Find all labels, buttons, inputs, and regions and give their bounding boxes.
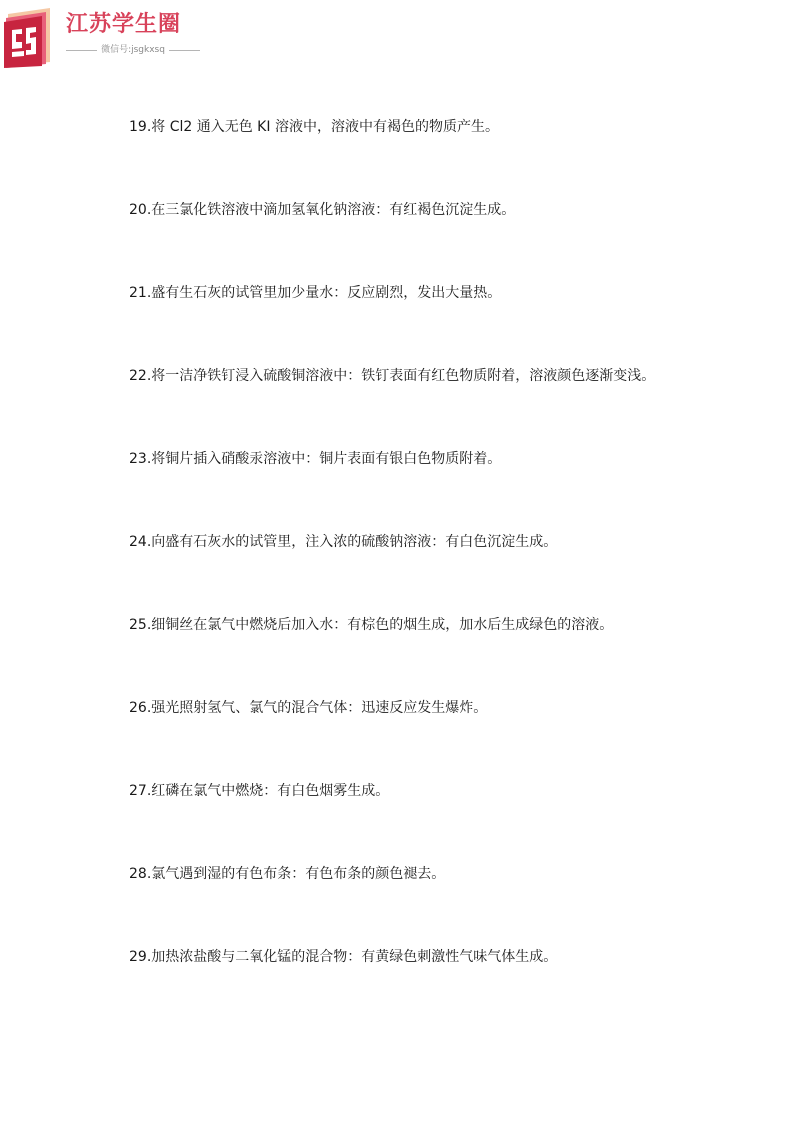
list-item-21: 21.盛有生石灰的试管里加少量水：反应剧烈，发出大量热。 [129, 285, 502, 301]
page-header [0, 0, 260, 72]
list-item-28: 28.氯气遇到湿的有色布条：有色布条的颜色褪去。 [129, 866, 446, 882]
wechat-id-line [66, 44, 200, 56]
list-item-20: 20.在三氯化铁溶液中滴加氢氧化钠溶液：有红褐色沉淀生成。 [129, 202, 516, 218]
list-item-22: 22.将一洁净铁钉浸入硫酸铜溶液中：铁钉表面有红色物质附着，溶液颜色逐渐变浅。 [129, 368, 656, 384]
divider-left [66, 50, 97, 51]
jsgkxsq-logo-icon [2, 4, 56, 68]
list-item-27: 27.红磷在氯气中燃烧：有白色烟雾生成。 [129, 783, 390, 799]
brand-name: 江苏学生圈 [66, 12, 182, 37]
document-body [129, 106, 674, 978]
list-item-24: 24.向盛有石灰水的试管里，注入浓的硫酸钠溶液：有白色沉淀生成。 [129, 534, 558, 550]
wechat-id: 微信号:jsgkxsq [101, 45, 165, 55]
list-item-26: 26.强光照射氢气、氯气的混合气体：迅速反应发生爆炸。 [129, 700, 488, 716]
list-item-29: 29.加热浓盐酸与二氧化锰的混合物：有黄绿色刺激性气味气体生成。 [129, 949, 558, 965]
list-item-19: 19.将 Cl2 通入无色 KI 溶液中，溶液中有褐色的物质产生。 [129, 119, 499, 135]
list-item-25: 25.细铜丝在氯气中燃烧后加入水：有棕色的烟生成，加水后生成绿色的溶液。 [129, 617, 614, 633]
list-item-23: 23.将铜片插入硝酸汞溶液中：铜片表面有银白色物质附着。 [129, 451, 502, 467]
divider-right [169, 50, 200, 51]
